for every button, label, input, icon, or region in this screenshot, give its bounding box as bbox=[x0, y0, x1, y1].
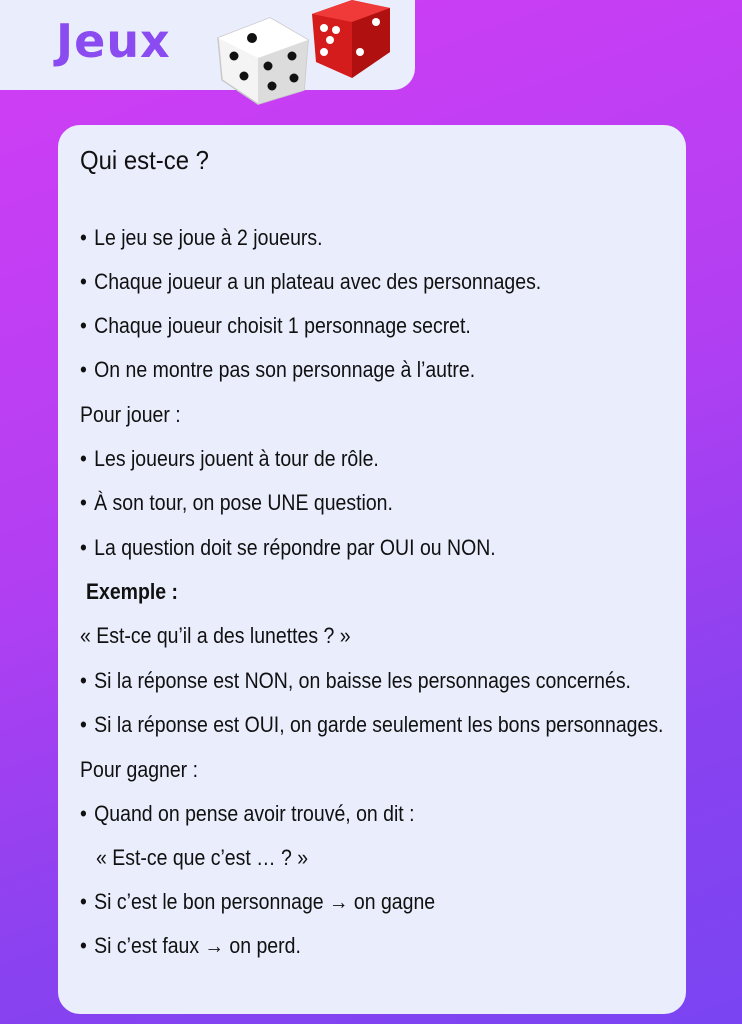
list-item: • Si c’est faux → on perd. bbox=[80, 933, 301, 958]
card-title: Qui est-ce ? bbox=[80, 145, 209, 175]
list-item: • Les joueurs jouent à tour de rôle. bbox=[80, 446, 379, 471]
list-item: • Le jeu se joue à 2 joueurs. bbox=[80, 225, 323, 250]
list-item: • On ne montre pas son personnage à l’autre. bbox=[80, 357, 476, 382]
rules-card bbox=[58, 125, 686, 1014]
win-quote: « Est-ce que c’est … ? » bbox=[96, 845, 309, 870]
list-item: • Quand on pense avoir trouvé, on dit : bbox=[80, 801, 415, 826]
section-heading-play: Pour jouer : bbox=[80, 402, 181, 427]
red-die-icon bbox=[312, 0, 390, 78]
list-item: • Chaque joueur choisit 1 personnage secret. bbox=[80, 313, 471, 338]
list-item: • Chaque joueur a un plateau avec des personnages. bbox=[80, 269, 542, 294]
section-heading-win: Pour gagner : bbox=[80, 757, 198, 782]
example-quote: « Est-ce qu’il a des lunettes ? » bbox=[80, 623, 351, 648]
dice-icon bbox=[212, 0, 402, 110]
section-title: Jeux bbox=[56, 14, 171, 68]
list-item: • Si la réponse est NON, on baisse les personnages concernés. bbox=[80, 668, 631, 693]
header-tab bbox=[0, 0, 415, 90]
list-item: • À son tour, on pose UNE question. bbox=[80, 490, 393, 515]
example-heading: Exemple : bbox=[86, 579, 178, 604]
list-item: • Si c’est le bon personnage → on gagne bbox=[80, 889, 436, 914]
white-die-icon bbox=[218, 18, 308, 104]
list-item: • La question doit se répondre par OUI ou NON. bbox=[80, 535, 496, 560]
list-item: • Si la réponse est OUI, on garde seulement les bons personnages. bbox=[80, 712, 664, 737]
